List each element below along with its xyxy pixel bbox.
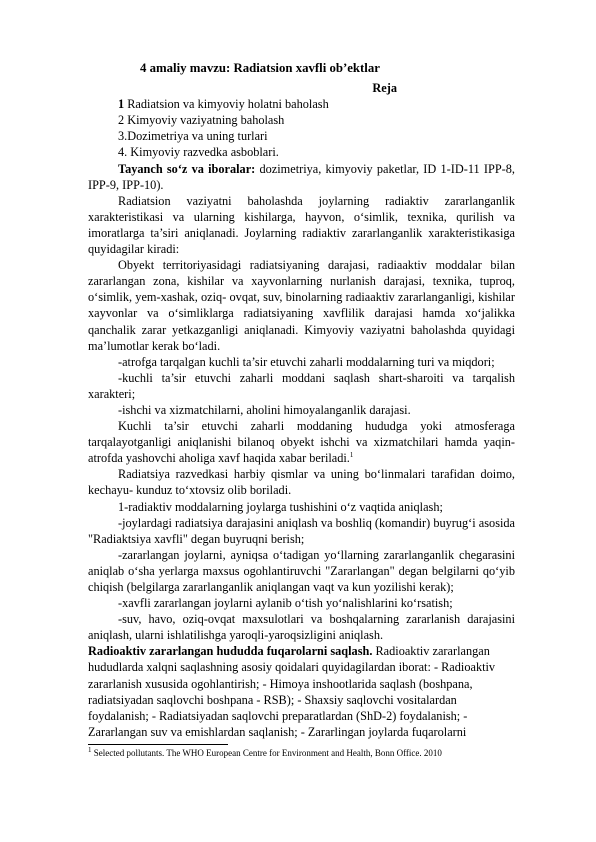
footnote-text: Selected pollutants. The WHO European Centre for Environment and Health, Bonn Office. 2010 xyxy=(91,747,442,758)
body-paragraph: -ishchi va xizmatchilarni, aholini himoyalanganlik darajasi. xyxy=(118,402,411,417)
plan-item-1-text: Radiatsion va kimyoviy holatni baholash xyxy=(124,97,329,112)
body-paragraph: 1-radiaktiv moddalarning joylarga tushishini o‘z vaqtida aniqlash; xyxy=(118,499,443,514)
body-paragraph: -kuchli ta’sir etuvchi zaharli moddani saqlash shart-sharoiti va tarqalish xarakteri; xyxy=(88,370,515,401)
final-paragraph-text: Radioaktiv zararlangan hududlarda xalqni saqlashning asosiy qoidalari quyidagilardan iborat: - Radioaktiv zararlanish xususida ogohlantirish; - Himoya inshootlarida saqlash (boshpana, radiatsiyadan saqlovchi boshpana - RSB); - Shaxsiy saqlovchi vositalardan foydalanish; - Radiatsiyadan saqlovchi preparatlardan (ShD-2) foydalanish; - Zararlangan suv va emishlardan saqlanish; - Zararlingan joylarda fuqarolarni xyxy=(88,644,496,739)
keywords-text: dozimetriya, kimyoviy paketlar, ID 1-ID-11 IPP-8, IPP-9, IPP-10). xyxy=(88,161,515,192)
body-paragraph: Obyekt territoriyasidagi radiatsiyaning darajasi, radiaaktiv moddalar bilan zararlangan zona, kishilar va xayvonlarning nurlanish darajasi, texnika, tuproq, o‘simlik, yem-xashak, oziq- ovqat, suv, binolarning radiaaktiv zararlanganligi, kishilar xayvonlar va o‘simliklarga radiatsiyaning xavflilik darajasi hamda xo‘jalikka qanchalik zarar yetkazganligi aniqlanadi. Kimyoviy vaziyatni baholashda quyidagi ma’lumotlar kerak bo‘ladi. xyxy=(88,258,515,353)
body-paragraph: Radiatsiya razvedkasi harbiy qismlar va uning bo‘linmalari tarafidan doimo, kechayu- kunduz to‘xtovsiz olib boriladi. xyxy=(88,467,515,498)
body-paragraph: Radiatsion vaziyatni baholashda joylarning radiaktiv zararlanganlik xarakteristikasi va ularning kishilarga, hayvon, o‘simlik, texnika, qurilish va imoratlarga ta’siri aniqlanadi. Joylarning radiaktiv zararlanganlik xarakteristikasiga quyidagilar kiradi: xyxy=(88,193,515,257)
plan-item-1-number: 1 xyxy=(118,97,125,112)
section-heading: Radioaktiv zararlangan hududda fuqarolarni saqlash. xyxy=(88,644,373,659)
plan-heading: Reja xyxy=(372,81,397,96)
footnote xyxy=(88,745,515,759)
keywords-label: Tayanch so‘z va iboralar: xyxy=(118,161,256,176)
final-paragraph xyxy=(88,643,515,740)
keywords-paragraph xyxy=(88,161,515,193)
footnoted-paragraph-text: Kuchli ta’sir etuvchi zaharli moddaning hududga yoki atmosferaga tarqalayotganligi aniqlanishi bilanoq obyekt ishchi va xizmatchilari hamda yaqin-atrofda yashovchi aholiga xavf haqida xabar beriladi. xyxy=(88,419,515,466)
plan-item-1 xyxy=(88,96,515,112)
body-paragraph: -atrofga tarqalgan kuchli ta’sir etuvchi zaharli moddalarning turi va miqdori; xyxy=(118,354,495,369)
page-title: 4 amaliy mavzu: Radiatsion xavfli ob’ektlar xyxy=(140,61,380,75)
footnote-number: 1 xyxy=(88,745,92,754)
plan-item-4: 4. Kimyoviy razvedka asboblari. xyxy=(118,145,279,160)
footnoted-paragraph xyxy=(88,418,515,466)
plan-item-2: 2 Kimyoviy vaziyatning baholash xyxy=(118,113,285,128)
body-paragraph: -xavfli zararlangan joylarni aylanib o‘tish yo‘nalishlarini ko‘rsatish; xyxy=(118,596,453,611)
footnote-reference[interactable]: 1 xyxy=(349,451,354,460)
document-page xyxy=(88,60,515,759)
body-paragraph: -suv, havo, oziq-ovqat maxsulotlari va boshqalarning zararlanish darajasini aniqlash, ularni ishlatilishga yaroqli-yaroqsizligini aniqlash. xyxy=(88,612,515,643)
footnote-divider xyxy=(88,744,228,745)
body-paragraph: -joylardagi radiatsiya darajasini aniqlash va boshliq (komandir) buyrug‘i asosida "Radiaktsiya xavfli" degan buyruqni berish; xyxy=(88,515,515,546)
plan-item-3: 3.Dozimetriya va uning turlari xyxy=(118,129,268,144)
body-paragraph: -zararlangan joylarni, ayniqsa o‘tadigan yo‘llarning zararlanganlik chegarasini aniqlab o‘sha yerlarga maxsus ogohlantiruvchi "Zararlangan" degan belgilarni qo‘yib chiqish (belgilarga zararlanganlik aniqlangan vaqt va kun yozilishi kerak); xyxy=(88,547,515,594)
